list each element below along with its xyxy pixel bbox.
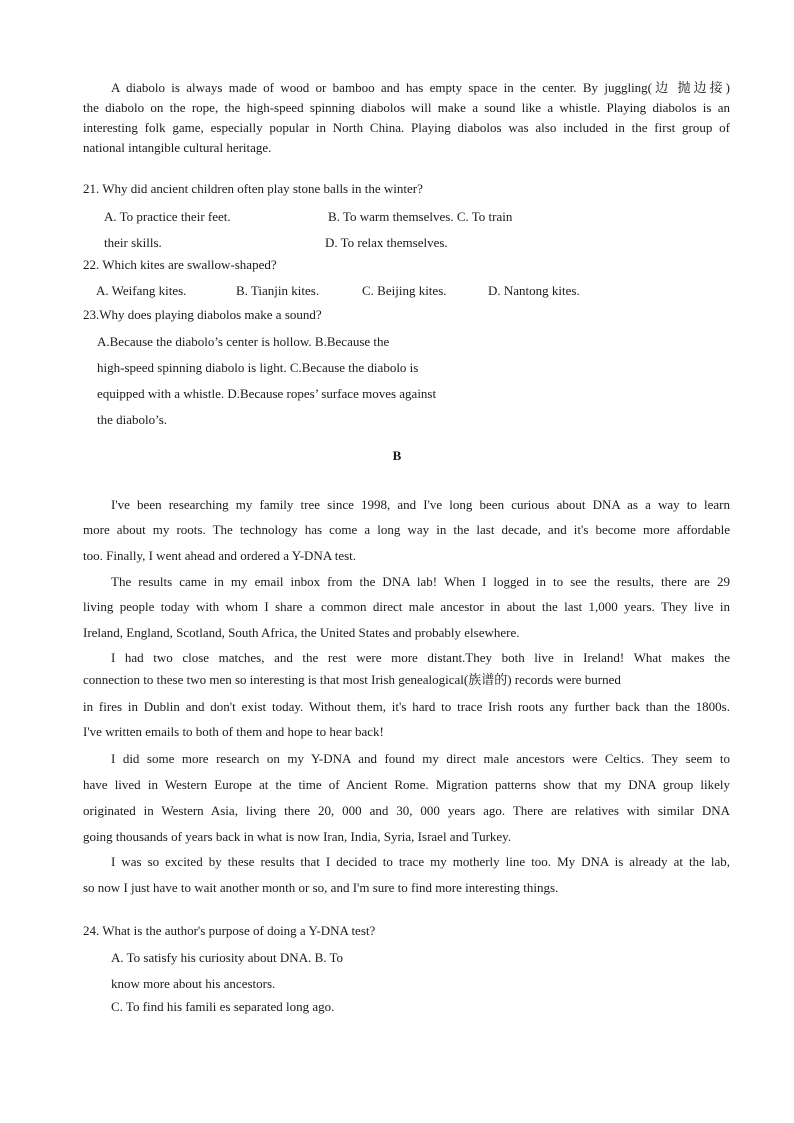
question-21-option-c: their skills. [104, 235, 162, 250]
passage-b-p2-line: Ireland, England, Scotland, South Africa, the United States and probably elsewhere. [83, 625, 520, 640]
passage-b-p4-line: going thousands of years back in what is now Iran, India, Syria, Israel and Turkey. [83, 829, 512, 844]
question-24-stem: 24. What is the author's purpose of doing a Y-DNA test? [83, 923, 376, 938]
passage-b-p5-line: so now I just have to wait another month or so, and I'm sure to find more interesting things. [83, 880, 559, 895]
passage-a-line: interesting folk game, especially popular in North China. Playing diabolos was also included in the first group of [83, 120, 730, 135]
question-21-stem: 21. Why did ancient children often play stone balls in the winter? [83, 181, 423, 196]
question-23-options-line: A.Because the diabolo’s center is hollow. B.Because the [97, 334, 390, 349]
passage-a-line: the diabolo on the rope, the high-speed spinning diabolos will make a sound like a whistle. Playing diabolos is an [83, 100, 730, 115]
passage-b-p5-line: I was so excited by these results that I decided to trace my motherly line too. My DNA is already at the lab, [111, 854, 730, 869]
question-23-stem: 23.Why does playing diabolos make a sound? [83, 307, 322, 322]
passage-b-p1-line: I've been researching my family tree since 1998, and I've long been curious about DNA as a way to learn [111, 497, 730, 512]
passage-b-p1-line: more about my roots. The technology has come a long way in the last decade, and it's become more affordable [83, 522, 730, 537]
question-24-options-line: know more about his ancestors. [111, 976, 276, 991]
question-22-stem: 22. Which kites are swallow-shaped? [83, 257, 277, 272]
question-21-option-b: B. To warm themselves. C. To train [328, 209, 513, 224]
passage-b-p1-line: too. Finally, I went ahead and ordered a Y-DNA test. [83, 548, 357, 563]
question-23-options-line: the diabolo’s. [97, 412, 168, 427]
passage-b-p4-line: originated in Western Asia, living there 20, 000 and 30, 000 years ago. There are relatives with similar DNA [83, 803, 730, 818]
passage-b-p3-line: in fires in Dublin and don't exist today. Without them, it's hard to trace Irish roots any further back than the 1800s. [83, 699, 730, 714]
question-23-options-line: high-speed spinning diabolo is light. C.Because the diabolo is [97, 360, 419, 375]
question-21-option-a: A. To practice their feet. [104, 209, 231, 224]
passage-b-p2-line: living people today with whom I share a common direct male ancestor in about the last 1,000 years. They live in [83, 599, 730, 614]
question-22-option-a: A. Weifang kites. [96, 283, 187, 298]
passage-a-line: A diabolo is always made of wood or bamboo and has empty space in the center. By juggling(边 抛边接) [111, 80, 730, 95]
passage-b-p4-line: have lived in Western Europe at the time of Ancient Rome. Migration patterns show that my DNA group likely [83, 777, 730, 792]
question-24-options-line: A. To satisfy his curiosity about DNA. B. To [111, 950, 344, 965]
passage-b-p4-line: I did some more research on my Y-DNA and found my direct male ancestors were Celtics. They seem to [111, 751, 730, 766]
section-b-heading: B [392, 448, 402, 463]
passage-b-p3-line: I had two close matches, and the rest were more distant.They both live in Ireland! What makes the [111, 650, 730, 665]
question-22-option-c: C. Beijing kites. [362, 283, 447, 298]
question-22-option-d: D. Nantong kites. [488, 283, 580, 298]
question-21-option-d: D. To relax themselves. [325, 235, 448, 250]
passage-b-p3-line: connection to these two men so interesting is that most Irish genealogical(族谱的) records were burned [83, 672, 621, 687]
question-22-option-b: B. Tianjin kites. [236, 283, 320, 298]
passage-b-p3-line: I've written emails to both of them and hope to hear back! [83, 724, 384, 739]
question-24-options-line: C. To find his famili es separated long ago. [111, 999, 335, 1014]
passage-b-p2-line: The results came in my email inbox from the DNA lab! When I logged in to see the results, there are 29 [111, 574, 730, 589]
passage-a-line: national intangible cultural heritage. [83, 140, 272, 155]
question-23-options-line: equipped with a whistle. D.Because ropes’ surface moves against [97, 386, 437, 401]
